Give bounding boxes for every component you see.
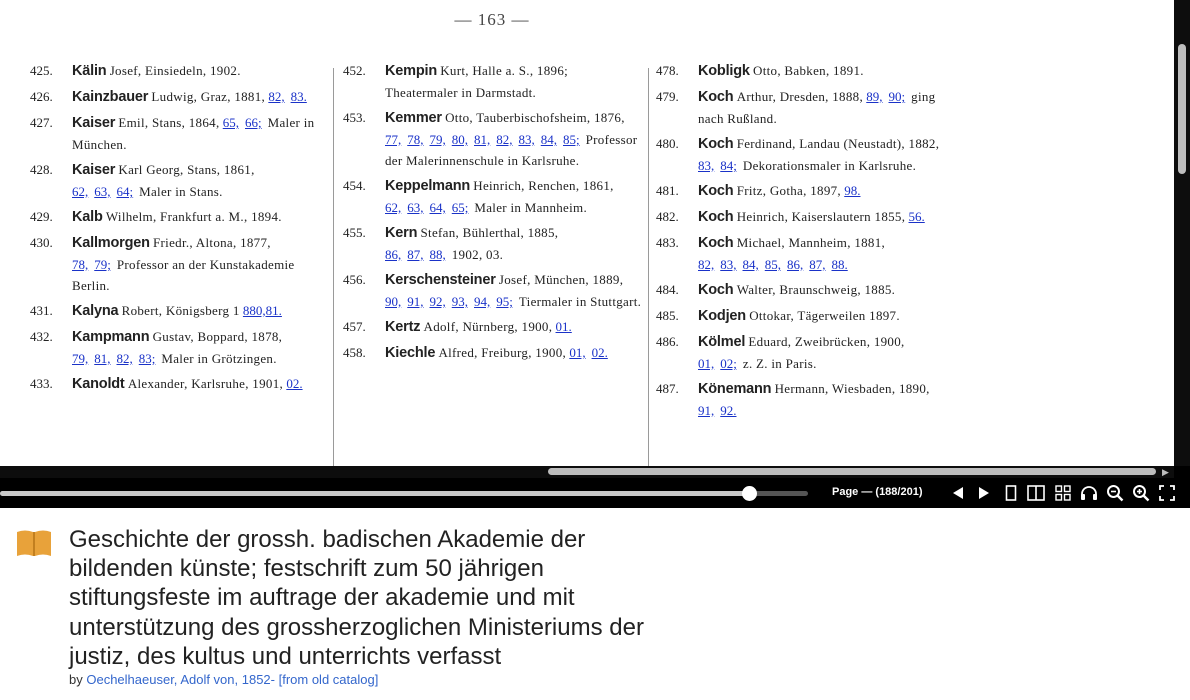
entry-links bbox=[223, 115, 268, 130]
entry bbox=[656, 279, 952, 301]
entry bbox=[343, 316, 643, 338]
entry-text: Ludwig, Graz, 1881, bbox=[151, 89, 266, 104]
year-link[interactable]: 62, bbox=[385, 200, 402, 215]
reader-toolbar bbox=[0, 478, 1190, 508]
entry-links bbox=[909, 209, 931, 224]
entry-number: 486. bbox=[656, 334, 679, 349]
entry-text-after: Maler in Grötzingen. bbox=[161, 351, 277, 366]
year-link[interactable]: 90, bbox=[385, 294, 402, 309]
entry-links bbox=[385, 200, 474, 215]
entry-text: Heinrich, Kaiserslautern 1855, bbox=[736, 209, 906, 224]
one-page-view-icon[interactable] bbox=[1000, 482, 1022, 504]
year-link[interactable]: 91, bbox=[698, 403, 715, 418]
year-link[interactable]: 88, bbox=[429, 247, 446, 262]
byline bbox=[69, 672, 378, 687]
year-link[interactable]: 64; bbox=[116, 184, 134, 199]
entry bbox=[656, 331, 952, 374]
entry-name: Kaiser bbox=[72, 162, 116, 178]
entry-name: Kertz bbox=[385, 319, 421, 335]
year-link[interactable]: 91, bbox=[407, 294, 424, 309]
entry bbox=[30, 206, 326, 228]
page-slider-handle[interactable] bbox=[742, 486, 757, 501]
entry bbox=[343, 222, 643, 265]
entry bbox=[656, 232, 952, 275]
year-link[interactable]: 98. bbox=[844, 183, 861, 198]
entry-text: Alexander, Karlsruhe, 1901, bbox=[127, 376, 284, 391]
year-link[interactable]: 88. bbox=[831, 257, 848, 272]
entry bbox=[30, 159, 326, 202]
year-link[interactable]: 01. bbox=[555, 319, 572, 334]
entry-name: Kern bbox=[385, 225, 418, 241]
entry-text-after: Maler in Stans. bbox=[139, 184, 223, 199]
year-link[interactable]: 65; bbox=[451, 200, 469, 215]
year-link[interactable]: 82, bbox=[496, 132, 513, 147]
year-link[interactable]: 85; bbox=[563, 132, 580, 147]
page-slider[interactable] bbox=[0, 491, 808, 496]
entry-text-after: Maler in München. bbox=[72, 115, 315, 152]
entry-name: Kiechle bbox=[385, 345, 436, 361]
year-link[interactable]: 83, bbox=[720, 257, 737, 272]
year-link[interactable]: 86, bbox=[787, 257, 804, 272]
entry-name: Keppelmann bbox=[385, 178, 471, 194]
author-link[interactable]: Oechelhaeuser, Adolf von, 1852- [from old catalog] bbox=[86, 672, 379, 687]
entry-number: 428. bbox=[30, 162, 53, 177]
entry-links bbox=[569, 345, 614, 360]
page-slider-fill bbox=[0, 491, 749, 496]
entry-text: Kurt, Halle a. S., 1896; Theatermaler in Darmstadt. bbox=[385, 63, 569, 100]
entry bbox=[343, 175, 643, 218]
year-link[interactable]: 84, bbox=[742, 257, 759, 272]
horizontal-scrollbar-thumb[interactable] bbox=[548, 468, 1156, 475]
year-link[interactable]: 880,81. bbox=[242, 303, 282, 318]
entry-links bbox=[72, 184, 139, 199]
year-link[interactable]: 01, bbox=[569, 345, 586, 360]
entry bbox=[343, 60, 643, 103]
fullscreen-icon[interactable] bbox=[1156, 482, 1178, 504]
entry-name: Koch bbox=[698, 183, 734, 199]
entry-text: Walter, Braunschweig, 1885. bbox=[736, 282, 896, 297]
entry-name: Kaiser bbox=[72, 115, 116, 131]
entry-links bbox=[698, 158, 743, 173]
year-link[interactable]: 83, bbox=[518, 132, 535, 147]
entry-number: 487. bbox=[656, 381, 679, 396]
entry-links bbox=[286, 376, 308, 391]
entry-name: Kempin bbox=[385, 63, 437, 79]
year-link[interactable]: 82, bbox=[698, 257, 715, 272]
year-link[interactable]: 83, bbox=[698, 158, 715, 173]
text-column-1 bbox=[30, 60, 326, 399]
entry-text: Robert, Königsberg 1 bbox=[121, 303, 240, 318]
year-link[interactable]: 84; bbox=[720, 158, 737, 173]
zoom-in-icon[interactable] bbox=[1130, 482, 1152, 504]
read-aloud-icon[interactable] bbox=[1078, 482, 1100, 504]
entry-links bbox=[385, 132, 586, 147]
year-link[interactable]: 63, bbox=[94, 184, 111, 199]
year-link[interactable]: 87, bbox=[809, 257, 826, 272]
entry-links bbox=[698, 356, 743, 371]
entry-name: Koch bbox=[698, 136, 734, 152]
entry-links bbox=[698, 257, 854, 272]
scroll-right-arrow-icon[interactable]: ▶ bbox=[1162, 467, 1169, 477]
entry-name: Kobligk bbox=[698, 63, 750, 79]
entry-text-after: Maler in Mannheim. bbox=[474, 200, 587, 215]
year-link[interactable]: 86, bbox=[385, 247, 402, 262]
entry-number: 426. bbox=[30, 89, 53, 104]
entry bbox=[656, 305, 952, 327]
entry bbox=[656, 133, 952, 176]
entry-name: Kemmer bbox=[385, 110, 442, 126]
entry-name: Kainzbauer bbox=[72, 89, 149, 105]
entry bbox=[30, 232, 326, 296]
entry-text: Ottokar, Tägerweilen 1897. bbox=[749, 308, 900, 323]
entry-text: Hermann, Wiesbaden, 1890, bbox=[774, 381, 930, 396]
entry-number: 480. bbox=[656, 136, 679, 151]
year-link[interactable]: 87, bbox=[407, 247, 424, 262]
year-link[interactable]: 92. bbox=[720, 403, 737, 418]
entry-number: 456. bbox=[343, 272, 366, 287]
entry bbox=[656, 180, 952, 202]
entry-text: Josef, München, 1889, bbox=[498, 272, 624, 287]
year-link[interactable]: 83; bbox=[138, 351, 156, 366]
entry-text: Ferdinand, Landau (Neustadt), 1882, bbox=[736, 136, 940, 151]
entry-text: Otto, Tauberbischofsheim, 1876, bbox=[445, 110, 625, 125]
entry bbox=[656, 60, 952, 82]
entry bbox=[343, 269, 643, 312]
entry-text-after: Professor an der Kunstakademie Berlin. bbox=[72, 257, 295, 293]
entry-text: Fritz, Gotha, 1897, bbox=[736, 183, 841, 198]
entry bbox=[30, 326, 326, 369]
year-link[interactable]: 02. bbox=[591, 345, 608, 360]
prev-page-icon[interactable] bbox=[947, 482, 969, 504]
column-divider bbox=[333, 68, 334, 466]
entry-number: 484. bbox=[656, 282, 679, 297]
year-link[interactable]: 92, bbox=[429, 294, 446, 309]
entry-number: 479. bbox=[656, 89, 679, 104]
entry-name: Koch bbox=[698, 235, 734, 251]
year-link[interactable]: 01, bbox=[698, 356, 715, 371]
entry-number: 429. bbox=[30, 209, 53, 224]
entry-number: 433. bbox=[30, 376, 53, 391]
year-link[interactable]: 94, bbox=[474, 294, 491, 309]
year-link[interactable]: 80, bbox=[451, 132, 468, 147]
book-icon bbox=[16, 529, 52, 557]
entry-number: 455. bbox=[343, 225, 366, 240]
entry-text-after: Professor der Malerinnenschule in Karlsruhe. bbox=[385, 132, 638, 168]
entry-name: Kerschensteiner bbox=[385, 272, 496, 288]
entry-text: Michael, Mannheim, 1881, bbox=[736, 235, 886, 250]
entry-text: Adolf, Nürnberg, 1900, bbox=[423, 319, 553, 334]
next-page-icon[interactable] bbox=[973, 482, 995, 504]
entry-number: 454. bbox=[343, 178, 366, 193]
entry-name: Koch bbox=[698, 209, 734, 225]
entry-text: Stefan, Bühlerthal, 1885, bbox=[420, 225, 559, 240]
text-column-2 bbox=[343, 60, 643, 368]
vertical-scrollbar-thumb[interactable] bbox=[1178, 44, 1186, 174]
year-link[interactable]: 79, bbox=[429, 132, 446, 147]
entry-links bbox=[866, 89, 911, 104]
entry-text: Emil, Stans, 1864, bbox=[118, 115, 220, 130]
entry bbox=[30, 86, 326, 108]
year-link[interactable]: 62, bbox=[72, 184, 89, 199]
entry-name: Könemann bbox=[698, 381, 772, 397]
entry-text-after: z. Z. in Paris. bbox=[742, 356, 817, 371]
year-link[interactable]: 89, bbox=[866, 89, 883, 104]
year-link[interactable]: 82, bbox=[116, 351, 133, 366]
entry-text-after: 1902, 03. bbox=[451, 247, 504, 262]
entry-number: 431. bbox=[30, 303, 53, 318]
year-link[interactable]: 64, bbox=[429, 200, 446, 215]
entry-text-after: Dekorationsmaler in Karlsruhe. bbox=[742, 158, 917, 173]
entry-text: Eduard, Zweibrücken, 1900, bbox=[748, 334, 905, 349]
entry-number: 482. bbox=[656, 209, 679, 224]
entry bbox=[30, 300, 326, 322]
year-link[interactable]: 81, bbox=[474, 132, 491, 147]
year-link[interactable]: 93, bbox=[451, 294, 468, 309]
entry-number: 430. bbox=[30, 235, 53, 250]
entry-text: Alfred, Freiburg, 1900, bbox=[438, 345, 567, 360]
year-link[interactable]: 81, bbox=[94, 351, 111, 366]
entry-number: 481. bbox=[656, 183, 679, 198]
entry-links bbox=[698, 403, 743, 418]
page-indicator: Page — (188/201) bbox=[832, 486, 923, 498]
year-link[interactable]: 82, bbox=[268, 89, 285, 104]
entry-links bbox=[844, 183, 866, 198]
entry-text: Josef, Einsiedeln, 1902. bbox=[109, 63, 241, 78]
entry bbox=[656, 86, 952, 129]
entry-number: 483. bbox=[656, 235, 679, 250]
by-label: by bbox=[69, 672, 83, 687]
entry-name: Koch bbox=[698, 282, 734, 298]
entry-number: 425. bbox=[30, 63, 53, 78]
year-link[interactable]: 65, bbox=[222, 115, 239, 130]
entry-text: Karl Georg, Stans, 1861, bbox=[118, 162, 255, 177]
entry-links bbox=[385, 294, 519, 309]
year-link[interactable]: 56. bbox=[908, 209, 925, 224]
entry-name: Kalyna bbox=[72, 303, 119, 319]
entry-text: Arthur, Dresden, 1888, bbox=[736, 89, 864, 104]
text-column-3 bbox=[656, 60, 952, 425]
entry-links bbox=[72, 351, 161, 366]
entry bbox=[343, 107, 643, 171]
entry-text-after: ging nach Rußland. bbox=[698, 89, 936, 126]
entry-name: Kodjen bbox=[698, 308, 746, 324]
year-link[interactable]: 85, bbox=[764, 257, 781, 272]
year-link[interactable]: 95; bbox=[496, 294, 513, 309]
year-link[interactable]: 63, bbox=[407, 200, 424, 215]
entry-name: Koch bbox=[698, 89, 734, 105]
entry-text: Otto, Babken, 1891. bbox=[753, 63, 864, 78]
entry-number: 478. bbox=[656, 63, 679, 78]
entry-text: Wilhelm, Frankfurt a. M., 1894. bbox=[105, 209, 282, 224]
year-link[interactable]: 79, bbox=[72, 351, 89, 366]
two-page-view-icon[interactable] bbox=[1025, 482, 1047, 504]
year-link[interactable]: 78, bbox=[407, 132, 424, 147]
page-number: — 163 — bbox=[454, 10, 530, 29]
year-link[interactable]: 66; bbox=[245, 115, 262, 130]
year-link[interactable]: 77, bbox=[385, 132, 402, 147]
entry-number: 452. bbox=[343, 63, 366, 78]
entry-links bbox=[268, 89, 313, 104]
year-link[interactable]: 90; bbox=[888, 89, 906, 104]
year-link[interactable]: 02; bbox=[720, 356, 737, 371]
entry-number: 427. bbox=[30, 115, 53, 130]
entry-name: Kampmann bbox=[72, 329, 150, 345]
year-link[interactable]: 83. bbox=[290, 89, 307, 104]
entry-number: 485. bbox=[656, 308, 679, 323]
entry-number: 458. bbox=[343, 345, 366, 360]
entry bbox=[343, 342, 643, 364]
entry-name: Kalb bbox=[72, 209, 103, 225]
zoom-out-icon[interactable] bbox=[1104, 482, 1126, 504]
entry-text: Friedr., Altona, 1877, bbox=[153, 235, 271, 250]
horizontal-scrollbar[interactable] bbox=[0, 466, 1174, 478]
entry-name: Kälin bbox=[72, 63, 107, 79]
entry bbox=[656, 378, 952, 421]
entry bbox=[30, 60, 326, 82]
entry bbox=[30, 112, 326, 155]
year-link[interactable]: 78, bbox=[72, 257, 89, 272]
entry-number: 453. bbox=[343, 110, 366, 125]
entry-links bbox=[243, 303, 288, 318]
thumbnail-view-icon[interactable] bbox=[1052, 482, 1074, 504]
entry-text: Gustav, Boppard, 1878, bbox=[152, 329, 283, 344]
column-divider bbox=[648, 68, 649, 466]
year-link[interactable]: 02. bbox=[286, 376, 303, 391]
entry-text: Heinrich, Renchen, 1861, bbox=[473, 178, 614, 193]
year-link[interactable]: 79; bbox=[94, 257, 111, 272]
entry-text-after: Tiermaler in Stuttgart. bbox=[518, 294, 642, 309]
vertical-scrollbar[interactable] bbox=[1174, 0, 1190, 466]
entry-number: 457. bbox=[343, 319, 366, 334]
entry-name: Kanoldt bbox=[72, 376, 125, 392]
entry-name: Kölmel bbox=[698, 334, 746, 350]
entry-links bbox=[556, 319, 578, 334]
entry-name: Kallmorgen bbox=[72, 235, 150, 251]
entry-links bbox=[72, 257, 117, 272]
year-link[interactable]: 84, bbox=[540, 132, 557, 147]
entry-links bbox=[385, 247, 452, 262]
book-title: Geschichte der grossh. badischen Akademie der bildenden künste; festschrift zum 50 jährigen stiftungsfeste im auftrage der akademie und mit unterstützung des grossherzoglichen Ministeriums der justiz, des kultus und unterrichts verfasst bbox=[69, 526, 644, 670]
entry-number: 432. bbox=[30, 329, 53, 344]
entry bbox=[656, 206, 952, 228]
entry bbox=[30, 373, 326, 395]
